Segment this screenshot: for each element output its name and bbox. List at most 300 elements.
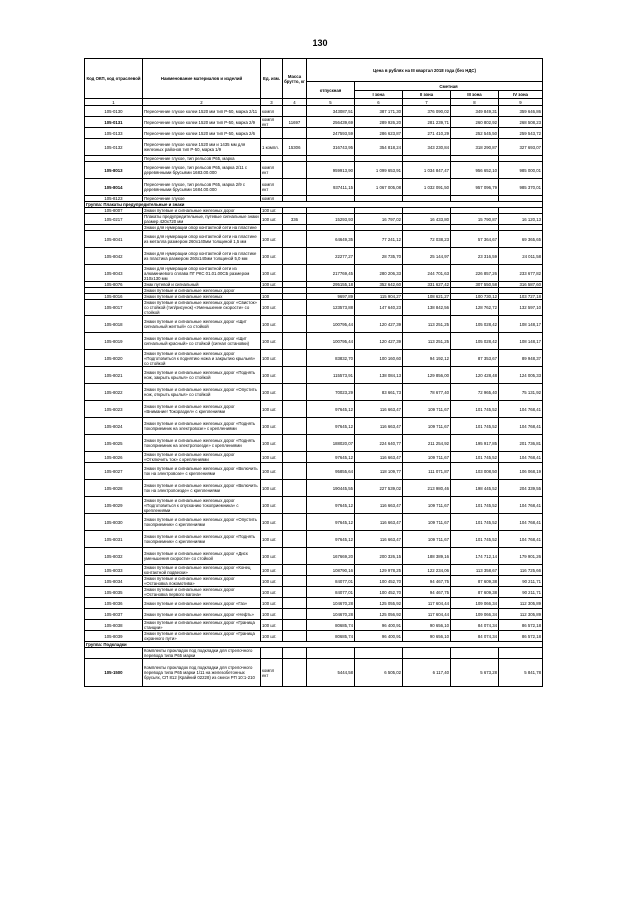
- table-row: [85, 609, 543, 620]
- item-unit: 100 шт.: [261, 631, 283, 642]
- price-zone-3: 84 074,34: [451, 631, 499, 642]
- price-zone-3: 252 545,50: [451, 128, 499, 139]
- item-code: 105-8043: [85, 265, 143, 282]
- price-zone-1: 115 904,27: [355, 294, 403, 300]
- price-zone-3: 128 762,72: [451, 300, 499, 316]
- price-zone-2: 281 239,71: [403, 117, 451, 128]
- price-otpusknaya: 97645,12: [307, 452, 355, 463]
- item-unit: 100 шт.: [261, 265, 283, 282]
- item-code: 105-8035: [85, 587, 143, 598]
- price-otpusknaya: 100795,44: [307, 333, 355, 350]
- page-number: 130: [312, 38, 328, 48]
- item-mass: [283, 350, 307, 367]
- item-mass: [283, 452, 307, 463]
- price-zone-4: 359 646,86: [499, 106, 543, 117]
- price-otpusknaya: 97645,12: [307, 418, 355, 435]
- price-zone-4: 233 677,82: [499, 265, 543, 282]
- price-zone-2: 122 234,06: [403, 565, 451, 576]
- item-name: Знаки путевые и сигнальные железных дорог «Подготовиться к опусканию токоприемника» с креплениями: [143, 497, 261, 514]
- price-zone-2: 117 604,44: [403, 598, 451, 609]
- price-otpusknaya: 188020,07: [307, 435, 355, 452]
- item-code: 105-8033: [85, 565, 143, 576]
- price-zone-4: 124 005,33: [499, 367, 543, 384]
- price-zone-3: 226 857,26: [451, 265, 499, 282]
- item-code: 105-8123: [85, 196, 143, 202]
- price-otpusknaya: 937411,15: [307, 179, 355, 196]
- item-code: 105-0131: [85, 117, 143, 128]
- price-otpusknaya: 84077,01: [307, 587, 355, 598]
- item-code: 105-8042: [85, 248, 143, 265]
- price-zone-1: 6 505,02: [355, 659, 403, 687]
- price-zone-1: 120 427,39: [355, 333, 403, 350]
- item-mass: [283, 631, 307, 642]
- table-row: [85, 162, 543, 179]
- price-zone-1: [355, 648, 403, 659]
- price-otpusknaya: [307, 648, 355, 659]
- price-zone-3: [451, 648, 499, 659]
- price-otpusknaya: 15293,93: [307, 214, 355, 225]
- table-row: [85, 231, 543, 248]
- column-number: 5: [307, 99, 355, 106]
- price-zone-4: 179 901,26: [499, 548, 543, 565]
- table-row: [85, 106, 543, 117]
- price-zone-1: 116 663,47: [355, 531, 403, 548]
- item-mass: [283, 384, 307, 401]
- price-zone-2: 94 192,12: [403, 350, 451, 367]
- item-mass: 15306: [283, 139, 307, 156]
- item-name: Знаки для нумерации опор контактной сети на пластине из металла размером 260х140мм толщиной 1,5 мм: [143, 231, 261, 248]
- price-zone-3: 15 790,87: [451, 214, 499, 225]
- price-zone-2: 78 677,40: [403, 384, 451, 401]
- price-zone-3: 198 445,52: [451, 480, 499, 497]
- price-zone-4: 327 693,07: [499, 139, 543, 156]
- item-name: Знаки путевые и сигнальные железных дорог «Диск уменьшения скорости» со стойкой: [143, 548, 261, 565]
- item-name: Знаки путевые и сигнальные железных: [143, 294, 261, 300]
- item-unit: компл ект: [261, 162, 283, 179]
- item-unit: 100 шт.: [261, 587, 283, 598]
- item-code: 105-8032: [85, 548, 143, 565]
- table-row: [85, 214, 543, 225]
- price-zone-4: 104 768,41: [499, 514, 543, 531]
- price-table: [84, 58, 543, 687]
- price-otpusknaya: 217769,45: [307, 265, 355, 282]
- item-code: 105-8024: [85, 418, 143, 435]
- price-otpusknaya: 104670,28: [307, 609, 355, 620]
- item-name: Знаки путевые и сигнальные железных дорог «Поднять нож, закрыть крылья» со стойкой: [143, 367, 261, 384]
- item-unit: 100 шт.: [261, 333, 283, 350]
- item-name: Знаки путевые и сигнальные железных дорог «Внимание! Токораздел» с креплениями: [143, 401, 261, 418]
- group-title: Группа: Плакаты предупредительные и знаки: [85, 202, 543, 208]
- price-zone-4: 112 305,89: [499, 609, 543, 620]
- item-mass: [283, 401, 307, 418]
- price-zone-1: 100 452,70: [355, 587, 403, 598]
- price-zone-3: 174 712,14: [451, 548, 499, 565]
- price-zone-4: 108 148,17: [499, 333, 543, 350]
- item-code: 105-0133: [85, 128, 143, 139]
- table-row: [85, 531, 543, 548]
- item-code: 105-8076: [85, 282, 143, 288]
- item-name: Знаки путевые и сигнальные железных дорог «Поднять токоприемник на электровозе» с креплениями: [143, 418, 261, 435]
- item-unit: 100 шт.: [261, 565, 283, 576]
- item-unit: [261, 648, 283, 659]
- item-mass: [283, 514, 307, 531]
- table-row: [85, 620, 543, 631]
- item-mass: [283, 565, 307, 576]
- price-otpusknaya: 9697,89: [307, 294, 355, 300]
- price-zone-2: 343 230,84: [403, 139, 451, 156]
- item-mass: [283, 659, 307, 687]
- item-name: Знаки путевые и сигнальные железных дорог: [143, 208, 261, 214]
- price-otpusknaya: 97645,12: [307, 514, 355, 531]
- item-code: 105-8017: [85, 300, 143, 316]
- item-code: 105-8022: [85, 384, 143, 401]
- column-number: 8: [451, 99, 499, 106]
- item-unit: 100 шт.: [261, 282, 283, 288]
- price-zone-3: 23 316,59: [451, 248, 499, 265]
- item-name: Пересечение глухое колеи 1520 мм тип Р-50, марка 2/9: [143, 117, 261, 128]
- column-number: 9: [499, 99, 543, 106]
- header-code: Код ОКП, код отраслевой: [85, 59, 143, 99]
- item-name: Знаки путевые и сигнальные железных дорог «Опустить токоприемник» с креплениями: [143, 514, 261, 531]
- price-zone-3: 101 745,52: [451, 418, 499, 435]
- table-row: [85, 367, 543, 384]
- item-mass: [283, 576, 307, 587]
- price-zone-3: 87 353,67: [451, 350, 499, 367]
- price-zone-1: 28 735,70: [355, 248, 403, 265]
- item-mass: 336: [283, 214, 307, 225]
- price-zone-1: 116 663,47: [355, 418, 403, 435]
- price-zone-2: 117 604,44: [403, 609, 451, 620]
- price-otpusknaya: 80685,74: [307, 631, 355, 642]
- table-row: [85, 401, 543, 418]
- price-zone-1: 125 055,92: [355, 598, 403, 609]
- price-zone-2: 111 071,87: [403, 463, 451, 480]
- item-mass: [283, 418, 307, 435]
- price-zone-3: 101 745,52: [451, 401, 499, 418]
- price-otpusknaya: 97645,12: [307, 531, 355, 548]
- item-mass: [283, 316, 307, 333]
- price-zone-2: [403, 648, 451, 659]
- price-zone-3: 260 802,92: [451, 117, 499, 128]
- price-otpusknaya: 83832,70: [307, 350, 355, 367]
- price-otpusknaya: 80685,74: [307, 620, 355, 631]
- item-name: Знаки путевые и сигнальные железных дорог «Опустить нож, открыть крылья» со стойкой: [143, 384, 261, 401]
- price-zone-4: 112 305,89: [499, 598, 543, 609]
- price-zone-1: 227 539,02: [355, 480, 403, 497]
- item-unit: 100 шт.: [261, 248, 283, 265]
- item-unit: 100 шт.: [261, 208, 283, 214]
- item-mass: [283, 609, 307, 620]
- price-zone-3: 72 965,40: [451, 384, 499, 401]
- table-row: [85, 300, 543, 316]
- price-otpusknaya: 959913,90: [307, 162, 355, 179]
- item-name: Знаки путевые и сигнальные железных дорог «Остановка первого вагона»: [143, 587, 261, 598]
- item-name: Знаки путевые и сигнальные железных дорог: [143, 288, 261, 294]
- column-number: 4: [283, 99, 307, 106]
- item-name: Комплекты прокладок под подкладки для стрелочного перевода типа Р65 марки 1/11 на железобетонных брусьях, СП 812 (Крайний 02228) из смеси РП 10:1-210: [143, 659, 261, 687]
- item-code: 105-8026: [85, 452, 143, 463]
- table-row: [85, 435, 543, 452]
- item-name: Знаки путевые и сигнальные железных дорог «Нефть»: [143, 609, 261, 620]
- item-code: 105-8021: [85, 367, 143, 384]
- header-zone-3: III зона: [451, 91, 499, 99]
- price-zone-4: 86 572,18: [499, 620, 543, 631]
- item-code: 105-8028: [85, 480, 143, 497]
- item-unit: компл: [261, 106, 283, 117]
- price-otpusknaya: 5444,58: [307, 659, 355, 687]
- table-row: [85, 514, 543, 531]
- item-code: 105-8007: [85, 208, 143, 214]
- price-zone-1: 100 452,70: [355, 576, 403, 587]
- price-zone-1: 224 640,77: [355, 435, 403, 452]
- item-mass: [283, 497, 307, 514]
- price-zone-4: 104 768,41: [499, 531, 543, 548]
- item-code: 105-0217: [85, 214, 143, 225]
- table-row: [85, 598, 543, 609]
- item-unit: 100 шт.: [261, 350, 283, 367]
- item-unit: компл ект: [261, 117, 283, 128]
- price-otpusknaya: 295155,18: [307, 282, 355, 288]
- item-unit: 100 шт.: [261, 514, 283, 531]
- item-unit: 100 шт.: [261, 418, 283, 435]
- price-otpusknaya: 343087,51: [307, 106, 355, 117]
- item-name: Знаки для нумерации опор контактной сети из алюминиевого сплава ПГ РКС 01.01.00СБ размером 210х130 мм: [143, 265, 261, 282]
- item-unit: 100 шт.: [261, 463, 283, 480]
- price-zone-1: 96 400,91: [355, 631, 403, 642]
- price-zone-1: 1 067 005,08: [355, 179, 403, 196]
- item-mass: [283, 480, 307, 497]
- price-zone-2: 72 038,23: [403, 231, 451, 248]
- column-number: 2: [143, 99, 261, 106]
- price-zone-1: 352 642,60: [355, 282, 403, 288]
- price-otpusknaya: 97645,12: [307, 497, 355, 514]
- item-code: 105-8029: [85, 497, 143, 514]
- table-row: [85, 648, 543, 659]
- price-otpusknaya: 84077,01: [307, 576, 355, 587]
- item-name: Комплекты прокладок под подкладки для стрелочного перевода типа Р65 марки: [143, 648, 261, 659]
- price-zone-4: 69 365,65: [499, 231, 543, 248]
- price-zone-3: 957 096,79: [451, 179, 499, 196]
- price-zone-2: 16 433,80: [403, 214, 451, 225]
- price-otpusknaya: 64649,35: [307, 231, 355, 248]
- price-zone-2: 109 711,67: [403, 497, 451, 514]
- header-zone-2: II зона: [403, 91, 451, 99]
- table-row: [85, 548, 543, 565]
- price-zone-3: 87 609,38: [451, 587, 499, 598]
- price-zone-1: 289 926,20: [355, 117, 403, 128]
- price-zone-4: 204 339,55: [499, 480, 543, 497]
- price-zone-4: 16 120,13: [499, 214, 543, 225]
- item-name: Знаки для нумерации опор контактной сети на пластине: [143, 225, 261, 231]
- price-zone-1: 116 663,47: [355, 514, 403, 531]
- item-name: Знаки путевые и сигнальные железных дорог «Остановка локомотива»: [143, 576, 261, 587]
- item-name: Знаки путевые и сигнальные железных дорог «Поднять токоприемник» с креплениями: [143, 531, 261, 548]
- item-mass: [283, 248, 307, 265]
- price-zone-4: 90 211,71: [499, 576, 543, 587]
- item-code: 105-8014: [85, 179, 143, 196]
- item-name: Пересечение глухое колеи 1520 мм тип Р-50, марка 2/11: [143, 106, 261, 117]
- item-mass: [283, 598, 307, 609]
- table-row: [85, 384, 543, 401]
- item-unit: 100 шт.: [261, 367, 283, 384]
- price-zone-4: 103 727,18: [499, 294, 543, 300]
- price-zone-4: 24 011,58: [499, 248, 543, 265]
- item-name: Знаки путевые и сигнальные железных дорог «Граница станции»: [143, 620, 261, 631]
- column-number: 1: [85, 99, 143, 106]
- item-unit: 100 шт.: [261, 435, 283, 452]
- price-zone-4: 104 768,41: [499, 401, 543, 418]
- price-zone-2: 271 410,29: [403, 128, 451, 139]
- item-unit: 100 шт.: [261, 620, 283, 631]
- price-zone-1: 116 663,47: [355, 401, 403, 418]
- item-unit: 100 шт.: [261, 497, 283, 514]
- column-number: 6: [355, 99, 403, 106]
- price-zone-4: 108 148,17: [499, 316, 543, 333]
- item-code: 105-8016: [85, 294, 143, 300]
- item-unit: 100 шт.: [261, 214, 283, 225]
- price-zone-1: 16 797,02: [355, 214, 403, 225]
- price-zone-2: 6 117,40: [403, 659, 451, 687]
- item-mass: [283, 128, 307, 139]
- item-name: Знаки путевые и сигнальные железных дорог «Включить ток на электровозе» с креплениями: [143, 463, 261, 480]
- table-row: [85, 565, 543, 576]
- table-row: [85, 265, 543, 282]
- price-zone-3: 101 745,52: [451, 452, 499, 463]
- header-mass: Масса брутто, кг: [283, 59, 307, 99]
- price-zone-2: 1 034 847,47: [403, 162, 451, 179]
- price-zone-3: 195 917,85: [451, 435, 499, 452]
- item-unit: 100 шт.: [261, 316, 283, 333]
- item-unit: 100 шт.: [261, 452, 283, 463]
- price-zone-1: 129 978,25: [355, 565, 403, 576]
- price-zone-1: 387 171,30: [355, 106, 403, 117]
- item-name: Пересечение глухое, тип рельсов Р65, марка 2/11 с деревянными брусьями 1683.00.000: [143, 162, 261, 179]
- item-name: Знаки для нумерации опор контактной сети на пластике из пластика размером 260х140мм толщиной 5,0 мм: [143, 248, 261, 265]
- price-otpusknaya: 104670,28: [307, 598, 355, 609]
- price-zone-1: 286 623,87: [355, 128, 403, 139]
- price-zone-4: 5 841,78: [499, 659, 543, 687]
- price-zone-2: 138 842,56: [403, 300, 451, 316]
- price-otpusknaya: 256439,69: [307, 117, 355, 128]
- item-unit: компл: [261, 196, 283, 202]
- header-name: Наименование материалов и изделий: [143, 59, 261, 99]
- price-zone-1: 200 326,15: [355, 548, 403, 565]
- item-mass: [283, 548, 307, 565]
- item-name: Знаки путевые и сигнальные железных дорог «Поднять токоприемник на электропоезде» с креплениями: [143, 435, 261, 452]
- item-unit: 100: [261, 294, 283, 300]
- table-row: [85, 316, 543, 333]
- item-name: Знаки путевые и сигнальные железных дорог «Включить ток на электропоезде» с креплениями: [143, 480, 261, 497]
- price-zone-3: 103 008,50: [451, 463, 499, 480]
- item-mass: [283, 435, 307, 452]
- item-name: Знаки путевые и сигнальные железных дорог «Конец контактной подвески»: [143, 565, 261, 576]
- price-zone-4: 104 768,41: [499, 452, 543, 463]
- item-code: 105-8025: [85, 435, 143, 452]
- item-name: Пересечение глухое: [143, 196, 261, 202]
- table-row: [85, 350, 543, 367]
- item-mass: [283, 367, 307, 384]
- price-zone-4: 985 370,01: [499, 179, 543, 196]
- item-code: 105-8018: [85, 316, 143, 333]
- price-zone-1: 116 663,47: [355, 452, 403, 463]
- item-mass: 11697: [283, 117, 307, 128]
- price-zone-2: 331 627,42: [403, 282, 451, 288]
- price-zone-2: 108 621,27: [403, 294, 451, 300]
- item-mass: [283, 531, 307, 548]
- item-code: 105-8036: [85, 598, 143, 609]
- item-code: 105-8020: [85, 350, 143, 367]
- price-otpusknaya: 100795,44: [307, 316, 355, 333]
- table-row: [85, 418, 543, 435]
- price-zone-3: 87 609,38: [451, 576, 499, 587]
- price-zone-4: 985 000,01: [499, 162, 543, 179]
- item-code: 105-8031: [85, 531, 143, 548]
- table-row: [85, 248, 543, 265]
- price-zone-4: 104 768,41: [499, 497, 543, 514]
- price-otpusknaya: 247593,59: [307, 128, 355, 139]
- item-name: Знаки путевые и сигнальные железных дорог «Отключить ток» с креплениями: [143, 452, 261, 463]
- header-zone-4: IV зона: [499, 91, 543, 99]
- table-row: [85, 128, 543, 139]
- price-zone-4: 75 131,92: [499, 384, 543, 401]
- price-zone-3: 101 745,52: [451, 514, 499, 531]
- price-zone-2: 211 254,92: [403, 435, 451, 452]
- table-row: [85, 576, 543, 587]
- price-zone-3: 105 028,42: [451, 333, 499, 350]
- item-name: Пересечение глухое, тип рельсов Р65, марка 2/9 с деревянными брусьями 1684.00.000: [143, 179, 261, 196]
- price-zone-1: 77 241,12: [355, 231, 403, 248]
- price-zone-2: 109 711,67: [403, 452, 451, 463]
- header-smetnaya: Сметная: [355, 82, 543, 91]
- price-zone-1: 116 663,47: [355, 497, 403, 514]
- item-code: 105-0130: [85, 106, 143, 117]
- item-code: 105-8037: [85, 609, 143, 620]
- price-zone-1: 96 400,91: [355, 620, 403, 631]
- table-row: [85, 452, 543, 463]
- item-mass: [283, 333, 307, 350]
- price-zone-2: 90 656,10: [403, 620, 451, 631]
- item-unit: 100 шт.: [261, 231, 283, 248]
- price-zone-2: 376 090,02: [403, 106, 451, 117]
- item-code: 105-8013: [85, 162, 143, 179]
- price-zone-3: 120 428,48: [451, 367, 499, 384]
- item-unit: 100 шт.: [261, 531, 283, 548]
- price-otpusknaya: 108790,16: [307, 565, 355, 576]
- price-otpusknaya: 70023,29: [307, 384, 355, 401]
- item-name: Пересечение глухое, тип рельсов Р65, марка: [143, 156, 261, 162]
- header-otpusknaya: отпускная: [307, 82, 355, 99]
- price-zone-2: 94 467,75: [403, 576, 451, 587]
- price-zone-3: 109 066,34: [451, 598, 499, 609]
- price-zone-2: 129 856,00: [403, 367, 451, 384]
- item-name: Знаки путевые и сигнальные железных дорог «Щит сигнальный желтый» со стойкой: [143, 316, 261, 333]
- price-zone-1: 125 056,92: [355, 609, 403, 620]
- price-zone-2: 244 701,63: [403, 265, 451, 282]
- price-otpusknaya: 22277,27: [307, 248, 355, 265]
- price-otpusknaya: 123573,88: [307, 300, 355, 316]
- price-zone-4: 132 597,10: [499, 300, 543, 316]
- item-mass: [283, 179, 307, 196]
- item-name: Знаки путевые и сигнальные железных дорог «Подготовиться к поднятию ножа и закрытию крыльев» со стойкой: [143, 350, 261, 367]
- price-zone-3: 57 364,67: [451, 231, 499, 248]
- price-zone-3: 84 074,34: [451, 620, 499, 631]
- item-code: 105-8027: [85, 463, 143, 480]
- item-mass: [283, 231, 307, 248]
- price-zone-3: 109 066,34: [451, 609, 499, 620]
- item-mass: [283, 265, 307, 282]
- item-name: Знак путевой и сигнальный: [143, 282, 261, 288]
- price-zone-2: 109 711,67: [403, 401, 451, 418]
